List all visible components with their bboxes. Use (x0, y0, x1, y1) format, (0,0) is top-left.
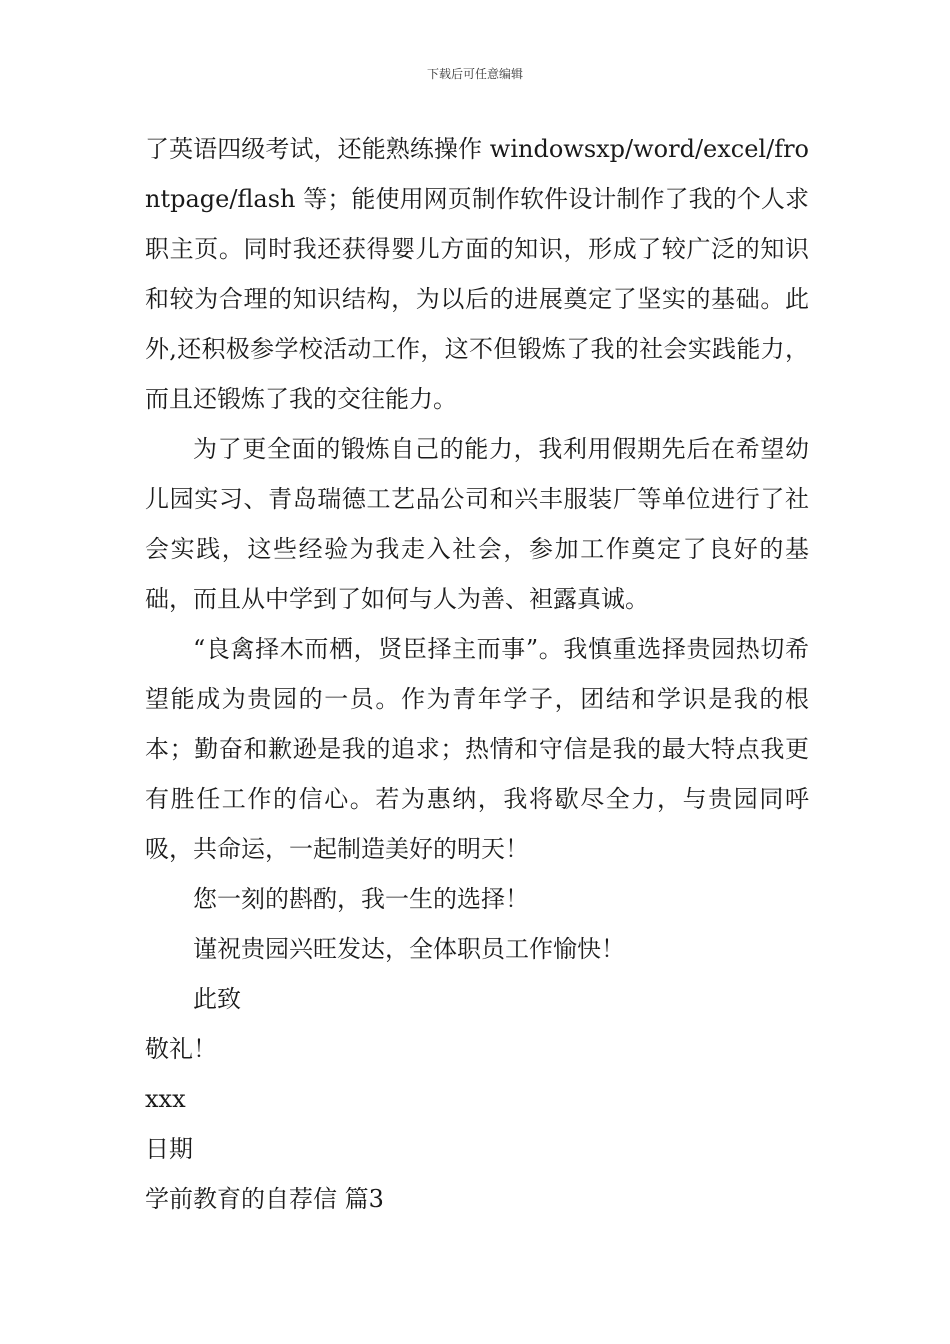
closing-jingli: 敬礼！ (145, 1035, 217, 1063)
paragraph-wishes: 谨祝贵园兴旺发达，全体职员工作愉快！ (193, 935, 625, 963)
paragraph-motivation: “良禽择木而栖，贤臣择主而事”。我慎重选择贵园热切希望能成为贵园的一员。作为青年学子，团结和学识是我的根本；勤奋和歉逊是我的追求；热情和守信是我的最大特点我更有胜任工作的信心。若为惠纳，我将歇尽全力，与贵园同呼吸，共命运，一起制造美好的明天！ (145, 635, 809, 863)
paragraph-thanks: 您一刻的斟酌，我一生的选择！ (193, 885, 529, 913)
page-header: 下载后可任意编辑 (426, 67, 523, 81)
paragraph-skills: 了英语四级考试，还能熟练操作 windowsxp/word/excel/frontpage/flash 等；能使用网页制作软件设计制作了我的个人求职主页。同时我还获得婴儿方面的知识，形成了较广泛的知识和较为合理的知识结构，为以后的进展奠定了坚实的基础。此外,还积极参学校活动工作，这不但锻炼了我的社会实践能力，而且还锻炼了我的交往能力。 (145, 135, 809, 413)
letter-body (145, 124, 809, 1224)
signature: xxx (145, 1085, 186, 1113)
next-section-heading: 学前教育的自荐信 篇3 (145, 1185, 384, 1213)
date-line: 日期 (145, 1135, 193, 1163)
paragraph-practice: 为了更全面的锻炼自己的能力，我利用假期先后在希望幼儿园实习、青岛瑞德工艺品公司和兴丰服装厂等单位进行了社会实践，这些经验为我走入社会，参加工作奠定了良好的基础，而且从中学到了如何与人为善、袒露真诚。 (145, 435, 809, 613)
salutation-cizhi: 此致 (193, 985, 241, 1013)
